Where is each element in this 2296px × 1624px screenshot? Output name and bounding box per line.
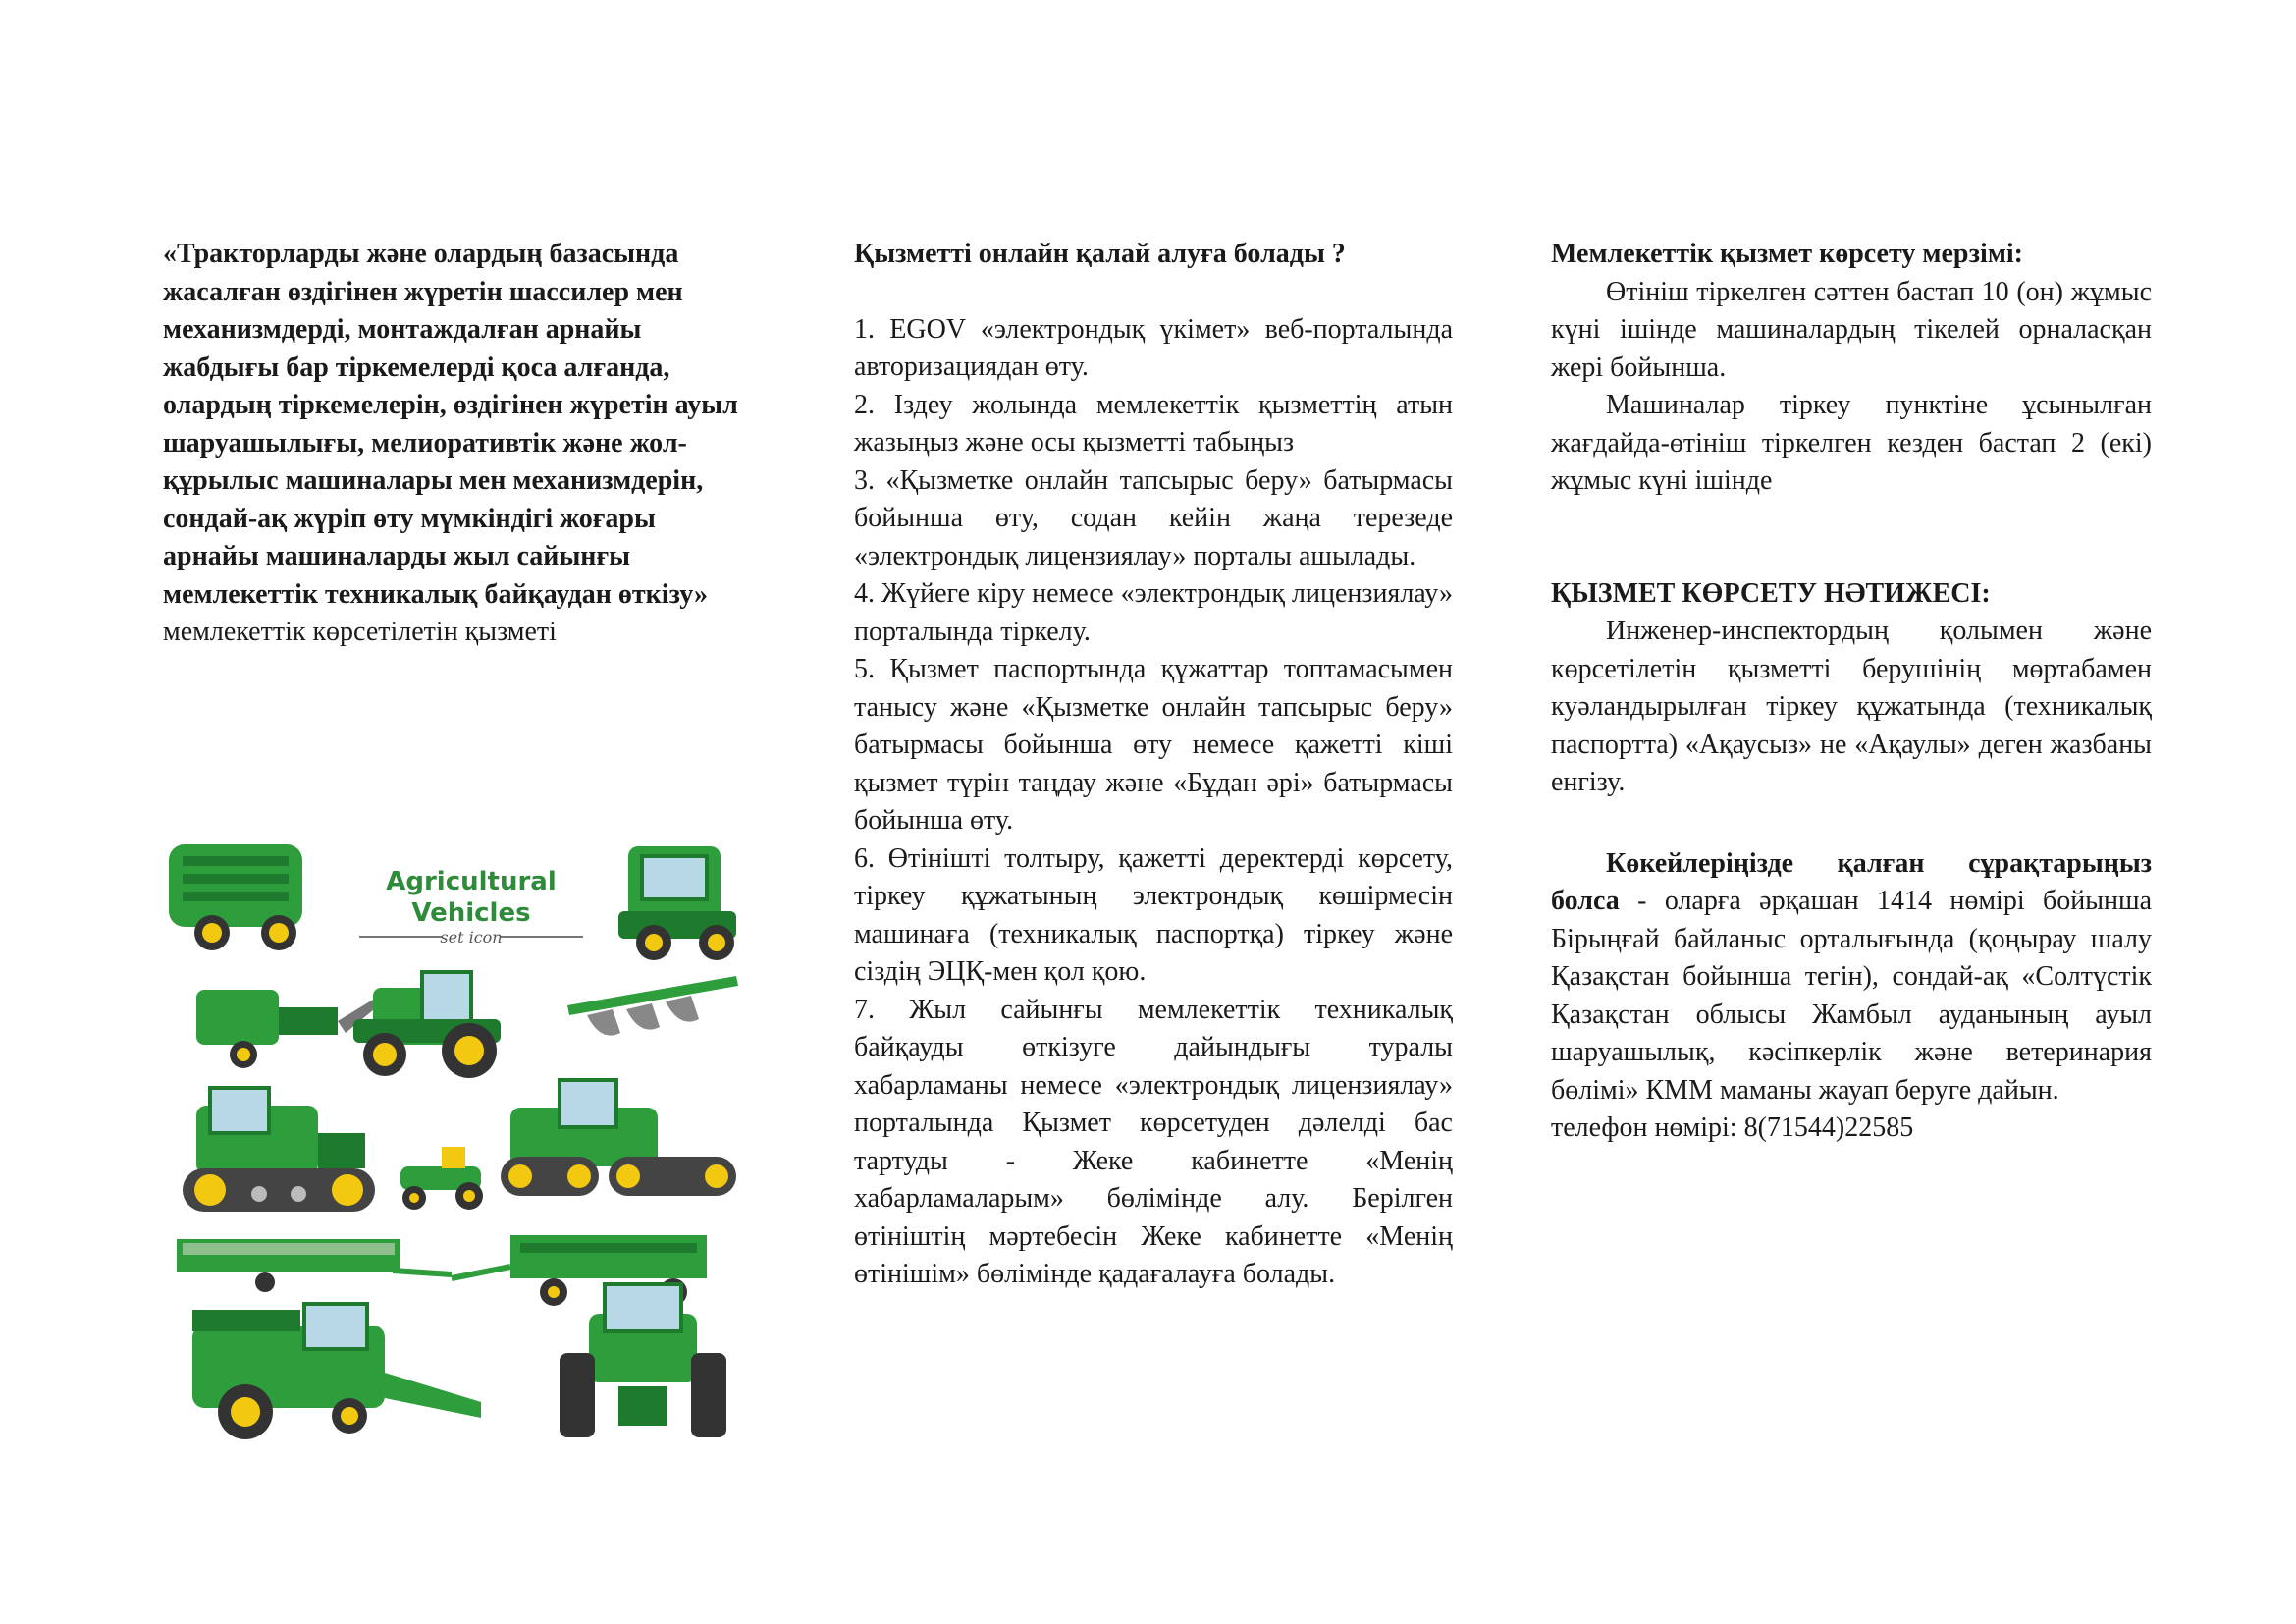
step-6: 6. Өтінішті толтыру, қажетті деректерді көрсету, тіркеу құжатының электрондық көшірмесін машинаға (техникалық паспортқа) тіркеу және сіздің ЭЦҚ-мен қол қою. [854, 842, 1453, 987]
quad-track-tractor-icon [501, 1080, 736, 1196]
service-title-suffix: мемлекеттік көрсетілетін қызметі [163, 617, 557, 647]
cutter-header-icon [177, 1239, 452, 1292]
illustration-title-line2: Vehicles [411, 898, 531, 928]
combine-harvester-icon [192, 1304, 481, 1439]
service-term-paragraph-1: Өтініш тіркелген сәттен бастап 10 (он) жұмыс күні ішінде машиналардың тікелей орналасқан жері бойынша. [1551, 276, 2152, 383]
online-howto-heading: Қызметті онлайн қалай алуға болады ? [854, 239, 1346, 269]
step-2: 2. Іздеу жолында мемлекеттік қызметтің атын жазыңыз және осы қызметті табыңыз [854, 389, 1453, 458]
tracked-tractor-icon [183, 1088, 375, 1212]
phone-number: телефон нөмірі: 8(71544)22585 [1551, 1112, 1914, 1143]
step-7: 7. Жыл сайынғы мемлекеттік техникалық байқауды өткізуге дайындығы туралы хабарламаны немесе «электрондық лицензиялау» порталында Қызмет көрсетуден дәлелді бас тартуды - Жеке кабинетте «Менің хабарламаларым» бөлімінде алу. Берілген өтініштің мәртебесін Жеке кабинетте «Менің өтінішім» бөлімінде қадағалауға болады. [854, 994, 1453, 1289]
agricultural-vehicles-illustration [157, 823, 766, 1451]
illustration-title-line1: Agricultural [386, 867, 557, 896]
tractor-icon [353, 972, 501, 1078]
left-column [157, 236, 746, 652]
riding-mower-icon [400, 1147, 483, 1210]
service-term-paragraph-2: Машиналар тіркеу пунктіне ұсынылған жағдайда-өтініш тіркелген кезден бастап 2 (екі) жұмыс күні ішінде [1551, 390, 2152, 496]
harvester-small-icon [196, 990, 379, 1068]
illustration-subtitle: set icon [440, 928, 503, 947]
step-1: 1. EGOV «электрондық үкімет» веб-порталында авторизациядан өту. [854, 313, 1453, 382]
contact-body: - оларға әрқашан 1414 нөмірі бойынша Бірыңғай байланыс орталығында (қоңырау шалу Қазақстан бойынша тегін), сондай-ақ «Солтүстік Қазақстан облысы Жамбыл ауданының ауыл шаруашылық, кәсіпкерлік және ветеринария бөлімі» КММ маманы жауап беруге дайын. [1551, 886, 2152, 1106]
cab-tractor-icon [618, 846, 736, 960]
step-4: 4. Жүйеге кіру немесе «электрондық лицензиялау» порталында тіркелу. [854, 578, 1453, 647]
step-3: 3. «Қызметке онлайн тапсырыс беру» батырмасы бойынша өту, содан кейін жаңа терезеде «электрондық лицензиялау» порталы ашылады. [854, 464, 1453, 571]
contact-lead: Көкейлеріңізде қалған сұрақтарыңыз болса [1551, 847, 2152, 916]
service-intro [157, 236, 746, 652]
baler-icon [169, 844, 302, 950]
right-column [1551, 236, 2152, 1148]
plough-icon [567, 976, 738, 1036]
service-title: «Тракторларды және олардың базасында жасалған өздігінен жүретін шассилер мен механизмдерді, монтаждалған арнайы жабдығы бар тіркемелерді қоса алғанда, олардың тіркемелерін, өздігінен жүретін ауыл шаруашылығы, мелиоративтік және жол-құрылыс машиналары мен механизмдерін, сондай-ақ жүріп өту мүмкіндігі жоғары арнайы машиналарды жыл сайынғы мемлекеттік техникалық байқаудан өткізу» [163, 239, 738, 610]
front-view-tractor-icon [560, 1284, 726, 1437]
contact-paragraph [1551, 845, 2152, 1110]
service-result-heading: ҚЫЗМЕТ КӨРСЕТУ НӘТИЖЕСІ: [1551, 577, 1991, 609]
service-term-heading: Мемлекеттік қызмет көрсету мерзімі: [1551, 239, 2023, 269]
service-result-text: Инженер-инспектордың қолымен және көрсетілетін қызметті берушінің мөртабамен куәландырылған тіркеу құжатында (техникалық паспортта) «Ақаусыз» не «Ақаулы» деген жазбаны енгізу. [1551, 616, 2152, 797]
middle-column [854, 236, 1453, 1294]
step-5: 5. Қызмет паспортында құжаттар топтамасымен танысу және «Қызметке онлайн тапсырыс беру» батырмасы бойынша өту немесе қажетті кіші қызмет түрін таңдау және «Бұдан әрі» батырмасы бойынша өту. [854, 654, 1453, 836]
